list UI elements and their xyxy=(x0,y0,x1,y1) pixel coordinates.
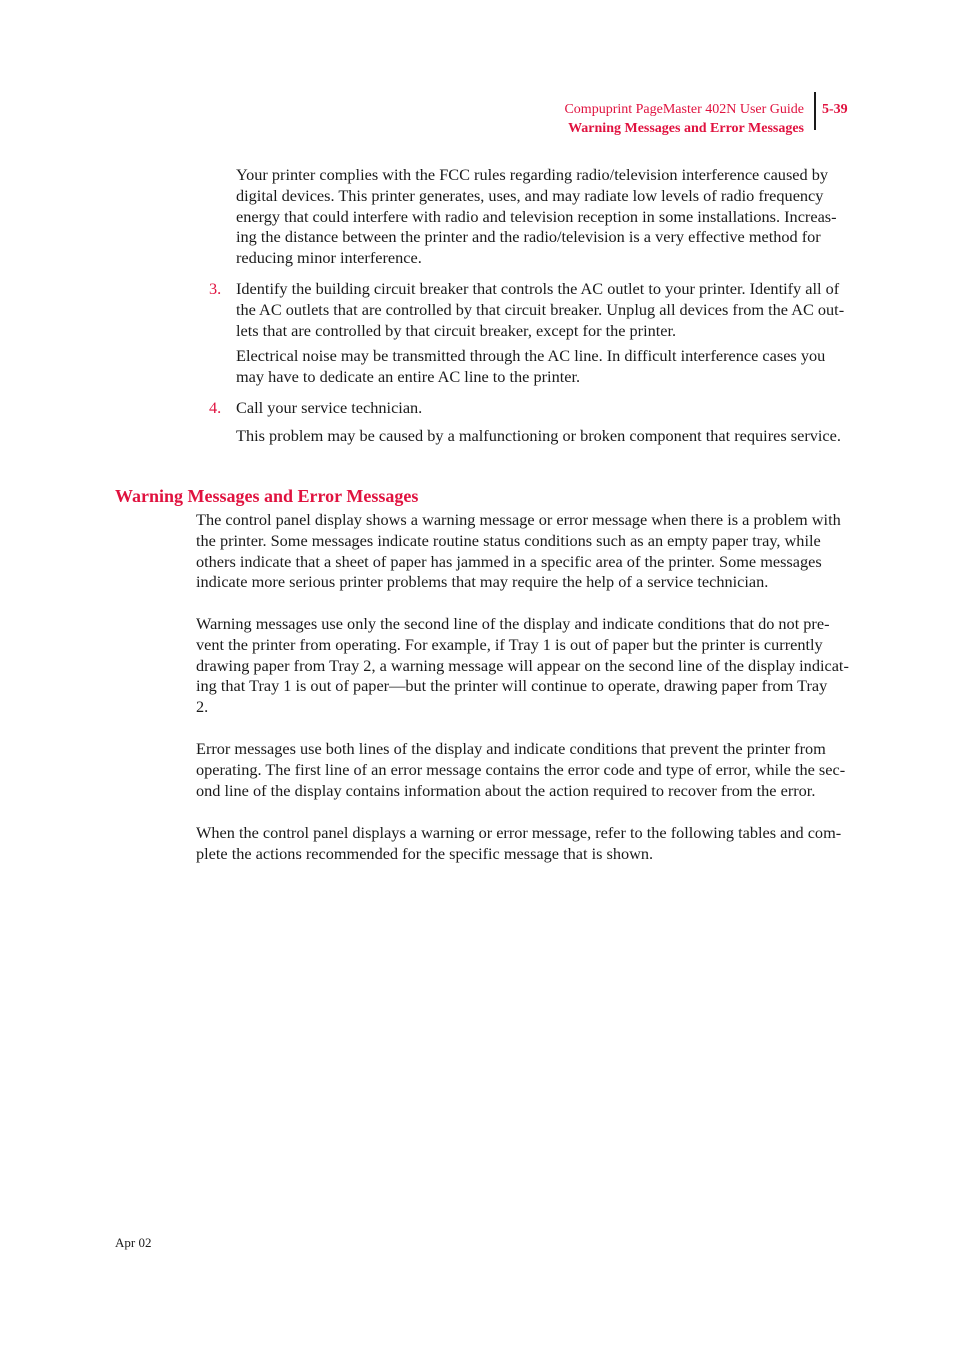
step-3-text: Identify the building circuit breaker that controls the AC outlet to your printer. Identify all of the AC outlets that are controlled by that circuit breaker. Unplug all devices from the AC out- lets that are controlled by that circuit breaker, except for the printer. xyxy=(236,279,845,340)
step-4-text: Call your service technician. xyxy=(236,398,423,417)
step-3-note: Electrical noise may be transmitted through the AC line. In difficult interference cases you may have to dedicate an entire AC line to the printer. xyxy=(236,346,826,386)
section-paragraph-3: Error messages use both lines of the display and indicate conditions that prevent the printer from operating. The first line of an error message contains the error code and type of error, while the sec- ond line of the display contains information about the action required to recover from the error. xyxy=(196,739,846,800)
section-paragraph-4: When the control panel displays a warning or error message, refer to the following tables and com- plete the actions recommended for the specific message that is shown. xyxy=(196,823,842,863)
header-titles xyxy=(564,100,804,138)
intro-paragraph: Your printer complies with the FCC rules regarding radio/television interference caused by digital devices. This printer generates, uses, and may radiate low levels of radio frequency energy that could interfere with radio and television reception in some installations. Increas- ing the distance between the printer and the radio/television is a very effective method for reducing minor interference. xyxy=(236,165,837,268)
header-divider xyxy=(814,92,816,130)
step-number-4: 4. xyxy=(209,398,222,417)
section-heading: Warning Messages and Error Messages xyxy=(115,486,419,506)
page-number: 5-39 xyxy=(822,102,848,117)
footer-date: Apr 02 xyxy=(115,1235,152,1250)
guide-title: Compuprint PageMaster 402N User Guide xyxy=(564,102,804,117)
step-4-note: This problem may be caused by a malfunctioning or broken component that requires service. xyxy=(236,426,841,445)
step-number-3: 3. xyxy=(209,279,222,298)
header-section-title: Warning Messages and Error Messages xyxy=(568,121,804,136)
section-paragraph-2: Warning messages use only the second line of the display and indicate conditions that do not pre- vent the printer from operating. For example, if Tray 1 is out of paper but the printer is currently drawing paper from Tray 2, a warning message will appear on the second line of the display indicat- ing that Tray 1 is out of paper—but the printer will continue to operate, drawing paper from Tray 2. xyxy=(196,614,849,717)
section-paragraph-1: The control panel display shows a warning message or error message when there is a problem with the printer. Some messages indicate routine status conditions such as an empty paper tray, while others indicate that a sheet of paper has jammed in a specific area of the printer. Some messages indicate more serious printer problems that may require the help of a service technician. xyxy=(196,510,841,592)
